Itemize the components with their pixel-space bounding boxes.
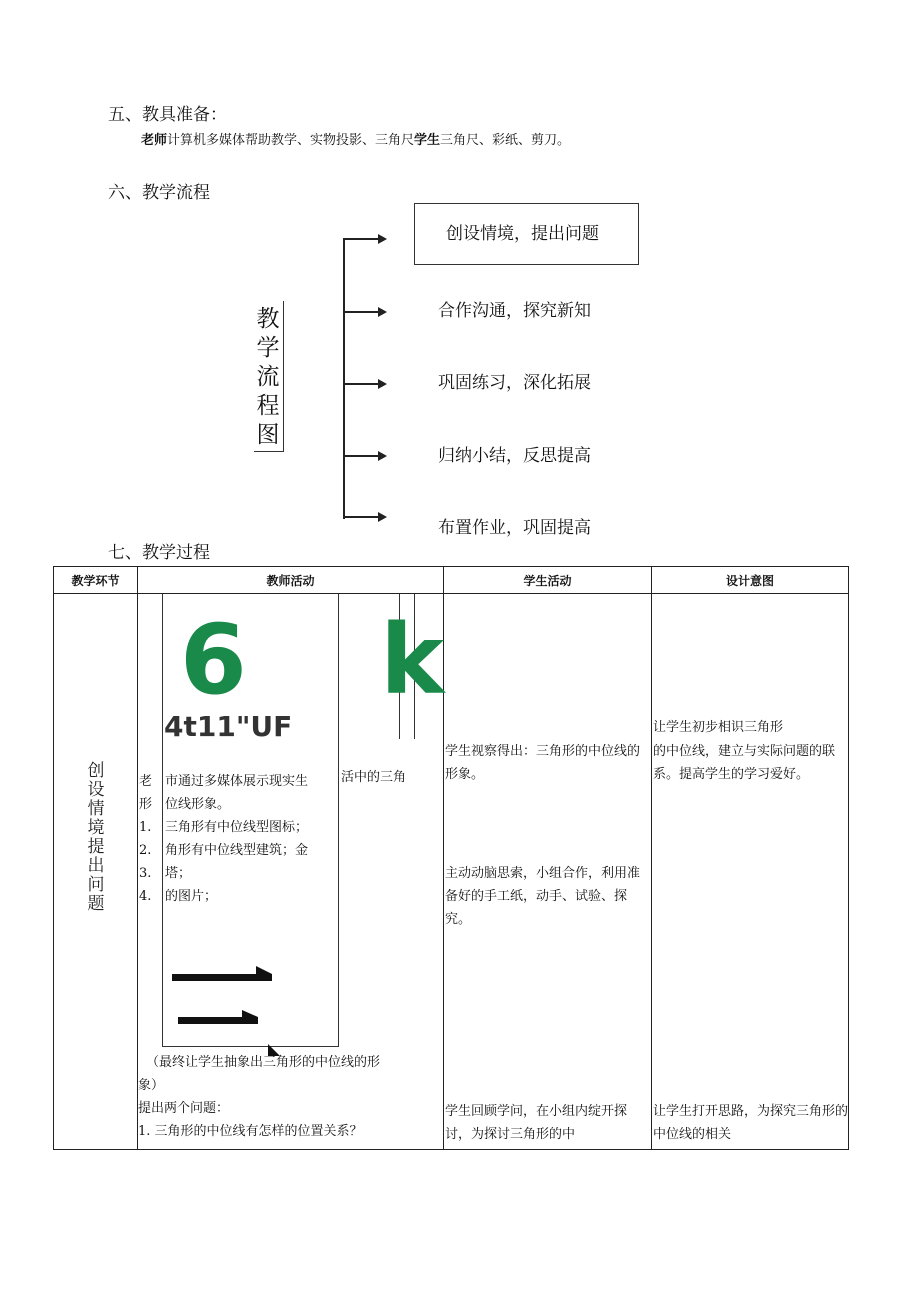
marker: 1. — [139, 820, 152, 835]
section-6-title: 六、教学流程 — [108, 183, 210, 203]
teacher-items: 计算机多媒体帮助教学、实物投影、三角尺 — [167, 133, 415, 148]
marker: 4. — [139, 889, 152, 904]
teacher-questions — [138, 1074, 438, 1143]
text-line: 1. 三角形的中位线有怎样的位置关系？ — [138, 1124, 363, 1139]
header-intent: 设计意图 — [652, 567, 849, 594]
inner-frame-divider — [338, 756, 339, 1047]
arrow-icon — [378, 307, 387, 317]
text-line: 象） — [138, 1078, 165, 1093]
teaching-process-table — [53, 566, 849, 1150]
arrow-icon — [378, 379, 387, 389]
inner-frame-left — [162, 594, 163, 1047]
left-markers — [139, 770, 159, 908]
text-line: 市通过多媒体展示现实生 — [165, 774, 309, 789]
design-intent-cell — [652, 594, 849, 1150]
student-text-2: 主动动脑思索，小组合作，利用准备好的手工纸，动手、试验、探究。 — [445, 866, 641, 927]
flow-step-1: 创设情境，提出问题 — [446, 224, 599, 244]
section-7-title: 七、教学过程 — [108, 543, 210, 563]
text-line: （最终让学生抽象出三角形的中位线的形 — [146, 1055, 381, 1070]
header-stage: 教学环节 — [54, 567, 138, 594]
student-text-1: 学生视察得出：三角形的中位线的形象。 — [445, 744, 641, 782]
text-line: 三角形有中位线型图标； — [165, 820, 309, 835]
garbled-text: 4t11"UF — [164, 710, 293, 743]
text-line: 提出两个问题： — [138, 1101, 230, 1116]
teacher-label: 老师 — [141, 133, 168, 148]
arrow-icon — [378, 234, 387, 244]
intent-text-1a: 让学生初步相识三角形 — [653, 720, 784, 735]
section-5-title: 五、教具准备： — [108, 105, 227, 125]
text-line: 位线形象。 — [165, 797, 231, 812]
table-header-row — [54, 567, 849, 594]
flow-step-3: 巩固练习，深化拓展 — [438, 373, 591, 393]
marker: 3. — [139, 866, 152, 881]
text-line: 角形有中位线型建筑；金 — [165, 843, 309, 858]
stage-label: 创设情境提出问题 — [87, 761, 105, 914]
flow-branch-1 — [343, 238, 379, 240]
teacher-right-snippet: 活中的三角 — [341, 770, 407, 785]
flow-step-2: 合作沟通，探究新知 — [438, 301, 591, 321]
marker: 2. — [139, 843, 152, 858]
materials-line — [141, 129, 570, 148]
flow-branch-4 — [343, 455, 379, 457]
flow-branch-2 — [343, 311, 379, 313]
student-label: 学生 — [414, 133, 441, 148]
flow-branch-3 — [343, 383, 379, 385]
flow-step-5: 布置作业，巩固提高 — [438, 518, 591, 538]
text-line: 塔； — [165, 866, 192, 881]
text-line: 的图片； — [165, 889, 218, 904]
flow-trunk-line — [343, 239, 345, 519]
student-items: 三角尺、彩纸、剪刀。 — [440, 133, 571, 148]
flowchart-title: 教学流程图 — [256, 306, 280, 448]
arrow-icon — [378, 451, 387, 461]
triangle-glyph-icon — [168, 958, 298, 1058]
intent-text-1b: 的中位线，建立与实际问题的联系。提高学生的学习爱好。 — [653, 744, 836, 782]
flow-branch-5 — [343, 516, 379, 518]
stage-cell — [54, 594, 138, 1150]
teacher-activity-text — [165, 770, 337, 908]
student-activity-cell — [444, 594, 652, 1150]
marker: 老 — [139, 774, 153, 789]
arrow-icon — [378, 512, 387, 522]
enlarged-glyphs: 6 k — [180, 604, 495, 716]
header-student: 学生活动 — [444, 567, 652, 594]
flow-step-4: 归纳小结，反思提高 — [438, 446, 591, 466]
intent-text-2: 让学生打开思路，为探究三角形的中位线的相关 — [653, 1104, 849, 1142]
marker: 形 — [139, 797, 153, 812]
table-row — [54, 594, 849, 1150]
teacher-note — [146, 1051, 436, 1074]
student-text-3: 学生回顾学问，在小组内绽开探讨，为探讨三角形的中 — [445, 1104, 628, 1142]
teacher-activity-cell — [138, 594, 495, 1150]
header-teacher: 教师活动 — [138, 567, 444, 594]
